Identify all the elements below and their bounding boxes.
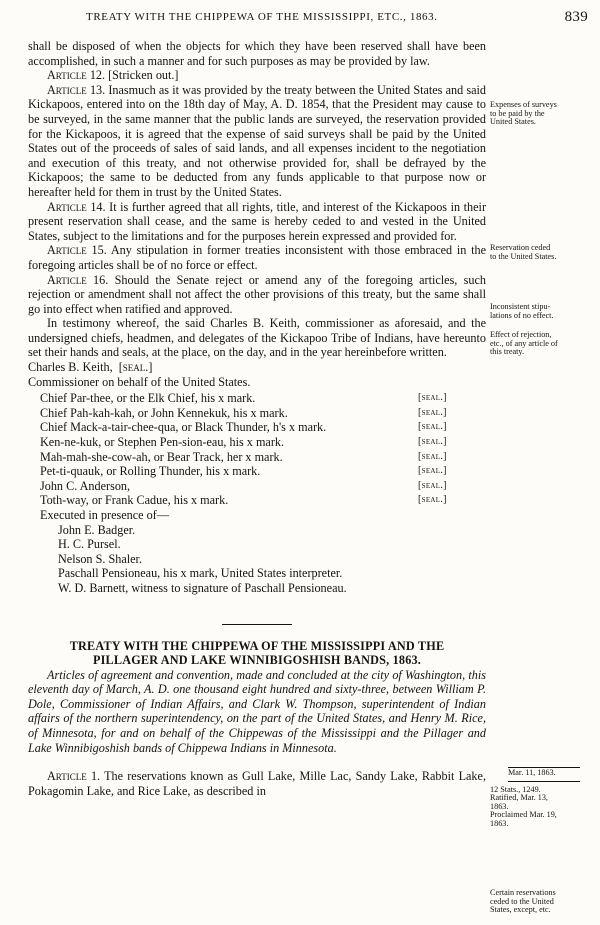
margin-proclaimed-year: 1863. [490, 818, 509, 828]
signatories-list [28, 391, 486, 508]
commissioner-title: Commissioner on behalf of the United States. [28, 374, 251, 389]
seal-mark: [seal.] [418, 406, 447, 418]
new-article-1 [28, 769, 486, 798]
signatory-row [28, 493, 486, 508]
article-text: 13. Inasmuch as it was provided by the treaty between the United States and said Kickapoos, entered into on the 18th day of May, A. D. 1854, that the President may cause to be surveyed, in the same manner that the public lands are surveyed, the reservation provided for the Kickapoos, it is agreed that the expense of said surveys shall be paid by the United States out of the proceeds of sales of said lands, and all expenses incident to the negotiation and execution of this treaty, and not otherwise provided for, shall be defrayed by the Kickapoos; the same to be deducted from any funds applicable to that purpose now or hereafter held for them in trust by the United States. [28, 82, 486, 199]
signatory-name: Chief Mack-a-tair-chee-qua, or Black Thunder, h's x mark. [40, 420, 327, 435]
commissioner-signature [28, 360, 486, 375]
article-label: Article [47, 68, 87, 83]
page-number: 839 [564, 9, 588, 25]
margin-stats: 12 Stats., 1249. [490, 784, 541, 794]
signatory-row [28, 479, 486, 494]
signatory-row [28, 450, 486, 465]
signatory-name: Ken-ne-kuk, or Stephen Pen-sion-eau, his x mark. [40, 435, 285, 450]
running-header [28, 10, 588, 26]
margin-note-line: to be paid by the [490, 108, 545, 118]
seal-mark: [seal.] [418, 436, 447, 448]
margin-date: Mar. 11, 1863. [508, 768, 556, 777]
article-16 [28, 273, 486, 317]
treaty-title-line-2: PILLAGER AND LAKE WINNIBIGOSHISH BANDS, 1863. [92, 653, 422, 668]
margin-note-line: States, except, etc. [490, 905, 551, 915]
paragraph-continuation: shall be disposed of when the objects for which they have been reserved shall have been accomplished, in such a manner and for such purposes as may be provided by law. [28, 39, 486, 68]
signatory-name: John C. Anderson, [40, 478, 131, 493]
margin-note-line: lations of no effect. [490, 310, 554, 320]
article-text: 14. It is further agreed that all rights, title, and interest of the Kickapoos in their present reservation shall cease, and the same is hereby ceded to and vested in the United States, subject to the limitations and for the purposes herein expressed and provided for. [28, 199, 486, 243]
margin-proclaimed: Proclaimed Mar. 19, [490, 810, 557, 820]
signatory-row [28, 406, 486, 421]
article-label: Article [47, 82, 87, 97]
margin-note-line: etc., of any article of [490, 338, 558, 348]
margin-note-rejection [490, 331, 588, 357]
signatory-name: Mah-mah-she-cow-ah, or Bear Track, her x mark. [40, 449, 283, 464]
margin-note-expenses [490, 101, 588, 127]
margin-note-certain [490, 889, 588, 915]
margin-note-line: Reservation ceded [490, 243, 551, 252]
article-label: Article [47, 769, 87, 784]
article-text: 1. The reservations known as Gull Lake, Mille Lac, Sandy Lake, Rabbit Lake, Pokagomin Lake, and Rice Lake, as described in [28, 769, 486, 798]
article-label: Article [47, 243, 87, 258]
article-text: 16. Should the Senate reject or amend any of the foregoing articles, such rejection or amendment shall not affect the other provisions of this treaty, but the same shall go into effect when ratified and approved. [28, 272, 486, 316]
margin-rule [508, 781, 580, 782]
article-14 [28, 200, 486, 244]
witness-line: Nelson S. Shaler. [58, 551, 142, 566]
margin-note-line: this treaty. [490, 347, 525, 357]
witness-line: John E. Badger. [58, 522, 136, 537]
margin-note-line: Certain reservations [490, 888, 556, 897]
section-divider [222, 624, 292, 625]
seal-mark: [seal.] [418, 465, 447, 477]
signatory-row [28, 420, 486, 435]
seal-mark: [seal.] [418, 479, 447, 491]
signatory-row [28, 435, 486, 450]
seal-mark: [seal.] [418, 450, 447, 462]
main-text [28, 39, 486, 798]
margin-note-line: Effect of rejection, [490, 330, 552, 339]
margin-note-line: Expenses of surveys [490, 100, 557, 109]
margin-note-line: United States. [490, 117, 536, 127]
article-12 [28, 68, 486, 83]
signatory-name: Pet-ti-quauk, or Rolling Thunder, his x mark. [40, 464, 261, 479]
signatory-name: Chief Par-thee, or the Elk Chief, his x mark. [40, 391, 256, 406]
signatory-name: Toth-way, or Frank Cadue, his x mark. [40, 493, 229, 508]
seal-mark: [seal.] [418, 421, 447, 433]
executed-heading: Executed in presence of— [40, 508, 169, 522]
seal-mark: [seal.] [418, 392, 447, 404]
margin-note-dates [490, 767, 588, 829]
witness-line: W. D. Barnett, witness to signature of Paschall Pensioneau. [58, 580, 347, 595]
commissioner-seal: [seal.] [118, 360, 153, 375]
margin-note-line: ceded to the United [490, 896, 554, 906]
signatory-row [28, 391, 486, 406]
treaty-preamble: Articles of agreement and convention, made and concluded at the city of Washington, this eleventh day of March, A. D. one thousand eight hundred and sixty-three, between William P. Dole, Commissioner of Indian Affairs, and Clark W. Thompson, superintendent of Indian affairs of the northern superintendency, on the part of the United States, and Henry M. Rice, of Minnesota, for and on behalf of the Chippewas of the Mississippi and the Pillager and Lake Winnibigoshish bands of Chippewa Indians in Minnesota. [28, 667, 486, 755]
witness-line: Paschall Pensioneau, his x mark, United States interpreter. [58, 566, 343, 581]
article-label: Article [47, 272, 87, 287]
article-15 [28, 243, 486, 272]
article-13 [28, 83, 486, 200]
margin-ratified: Ratified, Mar. 13, [490, 793, 548, 803]
treaty-title-line-1: TREATY WITH THE CHIPPEWA OF THE MISSISSIPPI AND THE [69, 638, 445, 653]
signatory-name: Chief Pah-kah-kah, or John Kennekuk, his x mark. [40, 405, 288, 420]
testimony-paragraph: In testimony whereof, the said Charles B. Keith, commissioner as aforesaid, and the undersigned chiefs, headmen, and delegates of the Kickapoo Tribe of Indians, have hereunto set their hands and seals, at the place, on the day, and in the year hereinbefore written. [28, 316, 486, 360]
margin-note-line: to the United States. [490, 251, 557, 261]
article-text: 12. [Stricken out.] [86, 68, 179, 83]
margin-note-reservation [490, 244, 588, 261]
witness-line: H. C. Pursel. [58, 537, 121, 552]
seal-mark: [seal.] [418, 494, 447, 506]
margin-note-line: Inconsistent stipu- [490, 302, 551, 311]
article-label: Article [47, 199, 87, 214]
margin-note-inconsistent [490, 303, 588, 320]
commissioner-name: Charles B. Keith, [28, 360, 113, 375]
signatory-row [28, 464, 486, 479]
header-title: TREATY WITH THE CHIPPEWA OF THE MISSISSIPPI, ETC., 1863. [86, 11, 438, 23]
article-text: 15. Any stipulation in former treaties inconsistent with those embraced in the foregoing articles shall be of no force or effect. [28, 243, 486, 272]
margin-ratified-year: 1863. [490, 801, 509, 811]
